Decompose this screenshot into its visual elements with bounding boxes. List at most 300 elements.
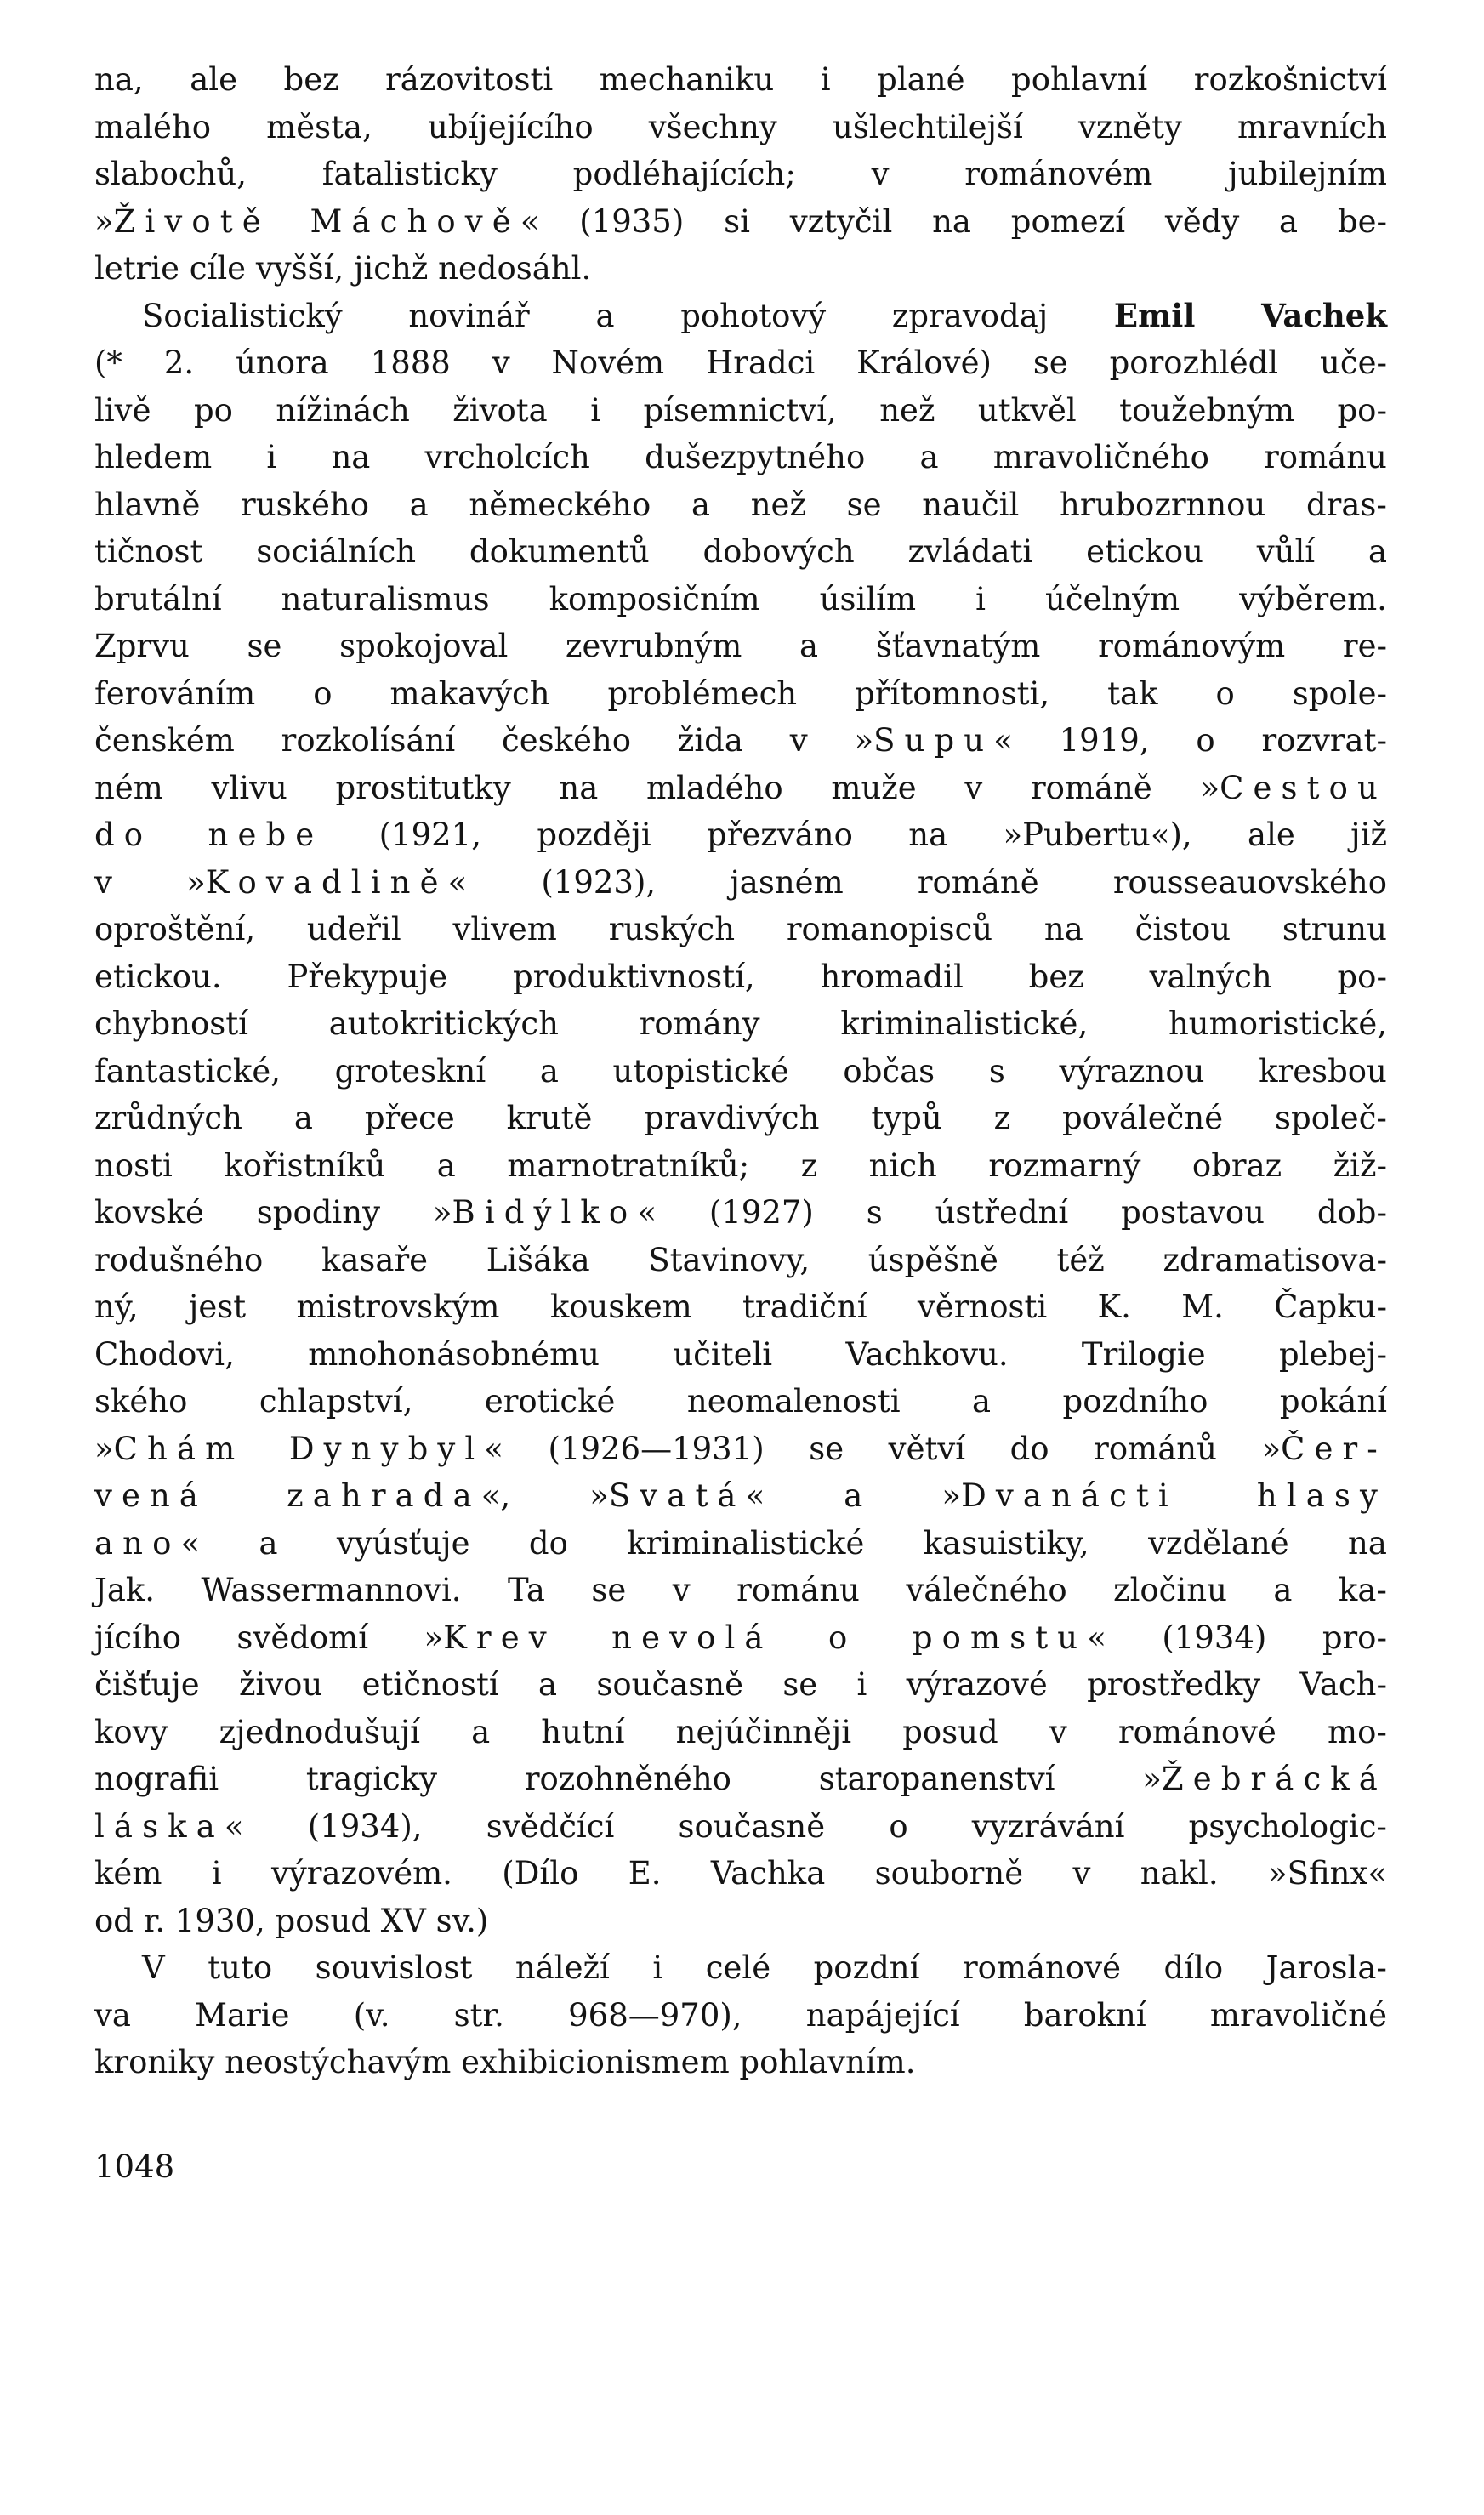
word: života bbox=[452, 391, 548, 429]
word: do bbox=[528, 1524, 568, 1562]
text-line bbox=[94, 1000, 1387, 1048]
word: hlasy bbox=[1256, 1477, 1387, 1514]
word: re- bbox=[1342, 628, 1387, 664]
word: i bbox=[590, 391, 601, 429]
word: úspěšně bbox=[867, 1241, 998, 1278]
word: se bbox=[247, 628, 282, 664]
word: zločinu bbox=[1113, 1572, 1227, 1608]
word: s bbox=[866, 1194, 883, 1231]
word: strunu bbox=[1282, 911, 1387, 947]
word: (1923), bbox=[541, 863, 657, 901]
word: krutě bbox=[506, 1100, 593, 1136]
text-line: kroniky neostýchavým exhibicionismem pohlavním. bbox=[94, 2044, 916, 2080]
word: a bbox=[1273, 1572, 1293, 1608]
word: Vachkovu. bbox=[845, 1335, 1009, 1373]
word: nebe bbox=[208, 817, 324, 853]
word: (1934), bbox=[307, 1807, 423, 1845]
word: kovské bbox=[94, 1194, 204, 1231]
word: románové bbox=[962, 1949, 1121, 1986]
word: Wassermannovi. bbox=[201, 1572, 462, 1608]
text-line bbox=[94, 104, 1387, 151]
word: pohlavní bbox=[1011, 61, 1148, 98]
word: kouskem bbox=[549, 1289, 692, 1325]
word: (Dílo bbox=[502, 1855, 579, 1892]
word: poválečné bbox=[1062, 1100, 1224, 1136]
word: celé bbox=[705, 1949, 771, 1986]
word: láska« bbox=[94, 1807, 244, 1845]
word: Jak. bbox=[94, 1572, 156, 1608]
word: o bbox=[889, 1807, 908, 1845]
word: valných bbox=[1149, 958, 1272, 995]
word: obraz bbox=[1191, 1147, 1282, 1184]
word: výraznou bbox=[1059, 1052, 1205, 1090]
word: komposičním bbox=[549, 580, 760, 617]
word: výrazové bbox=[906, 1666, 1048, 1703]
text-line bbox=[94, 293, 1387, 340]
text-line bbox=[94, 339, 1387, 387]
word: spodiny bbox=[256, 1194, 380, 1231]
word: etickou. bbox=[94, 958, 222, 995]
word: a bbox=[972, 1383, 992, 1420]
word: i bbox=[266, 439, 277, 475]
text-line bbox=[94, 670, 1387, 718]
word: 968—970), bbox=[568, 1996, 742, 2034]
word: o bbox=[828, 1619, 857, 1656]
word: napájející bbox=[805, 1996, 960, 2034]
word: hrubozrnnou bbox=[1060, 486, 1266, 523]
word: mravoličného bbox=[992, 439, 1209, 475]
word: souborně bbox=[874, 1855, 1024, 1892]
text-line bbox=[94, 1614, 1387, 1662]
word: pokání bbox=[1279, 1383, 1387, 1420]
word: ruských bbox=[608, 911, 736, 947]
word: města, bbox=[266, 108, 372, 145]
word: utopistické bbox=[612, 1052, 789, 1090]
word: románů bbox=[1094, 1430, 1217, 1467]
word: se bbox=[809, 1430, 844, 1467]
word: vzněty bbox=[1077, 108, 1182, 145]
word: kořistníků bbox=[224, 1147, 386, 1184]
word: a bbox=[691, 486, 711, 523]
word: vrcholcích bbox=[424, 439, 590, 475]
word: Vachka bbox=[710, 1855, 826, 1892]
word: pozdní bbox=[813, 1949, 920, 1986]
word: V bbox=[142, 1949, 165, 1986]
word: i bbox=[652, 1949, 663, 1986]
word: úsilím bbox=[819, 580, 917, 617]
word: románu bbox=[736, 1572, 860, 1608]
word: staropanenství bbox=[818, 1761, 1055, 1797]
word: Máchově« bbox=[310, 202, 540, 240]
word: va bbox=[94, 1996, 131, 2034]
word: a bbox=[1367, 533, 1387, 570]
word: nografii bbox=[94, 1761, 219, 1797]
word: plané bbox=[877, 61, 965, 98]
word: a bbox=[538, 1666, 558, 1703]
word: kasuistiky, bbox=[923, 1524, 1089, 1562]
word: společ- bbox=[1275, 1100, 1387, 1136]
text-line bbox=[94, 1472, 1387, 1520]
word: později bbox=[537, 817, 651, 853]
word: února bbox=[236, 344, 329, 381]
word: i bbox=[820, 61, 831, 98]
word: svědomí bbox=[236, 1619, 369, 1656]
word: 1888 bbox=[370, 344, 451, 381]
word: brutální bbox=[94, 580, 222, 617]
word: ale bbox=[190, 61, 237, 98]
word: i bbox=[856, 1666, 867, 1703]
word: přítomnosti, bbox=[855, 674, 1050, 712]
word: toužebným bbox=[1119, 391, 1295, 429]
word: čenském bbox=[94, 722, 235, 759]
word: kovy bbox=[94, 1713, 168, 1750]
word: pravdivých bbox=[644, 1100, 820, 1136]
body-text bbox=[94, 56, 1387, 2086]
word: psychologic- bbox=[1188, 1807, 1387, 1845]
word: (v. bbox=[353, 1996, 390, 2034]
word: v bbox=[1072, 1855, 1091, 1892]
word: utkvěl bbox=[977, 391, 1077, 429]
word: v bbox=[94, 863, 112, 901]
text-line bbox=[94, 387, 1387, 435]
word: barokní bbox=[1023, 1996, 1146, 2034]
word: etickou bbox=[1086, 533, 1203, 570]
word: náleží bbox=[515, 1949, 610, 1986]
word: tragicky bbox=[305, 1761, 438, 1797]
word: po- bbox=[1337, 391, 1387, 429]
word: v bbox=[1049, 1713, 1067, 1750]
word: mistrovským bbox=[296, 1289, 500, 1325]
word: Jarosla- bbox=[1265, 1949, 1387, 1986]
word: Králové) bbox=[856, 344, 992, 381]
word: dílo bbox=[1163, 1949, 1224, 1986]
word: žida bbox=[677, 722, 743, 759]
word: románovým bbox=[1098, 628, 1286, 664]
word: mo- bbox=[1328, 1713, 1387, 1750]
word: románě bbox=[917, 863, 1039, 901]
word: s bbox=[988, 1052, 1005, 1090]
word: a bbox=[799, 628, 819, 664]
word: zpravodaj bbox=[891, 297, 1049, 334]
text-line bbox=[94, 717, 1387, 765]
word: románu bbox=[1264, 439, 1387, 475]
word: kresbou bbox=[1259, 1052, 1387, 1090]
text-line bbox=[94, 1142, 1387, 1190]
word: větví bbox=[888, 1430, 966, 1467]
word: zevrubným bbox=[566, 628, 742, 664]
word: a bbox=[844, 1477, 863, 1514]
text-line bbox=[94, 1095, 1387, 1142]
word: souvislost bbox=[315, 1949, 473, 1986]
word: problémech bbox=[607, 674, 798, 712]
word: E. bbox=[628, 1855, 662, 1892]
word: na bbox=[932, 202, 971, 240]
word: výrazovém. bbox=[270, 1855, 452, 1892]
word: prostitutky bbox=[335, 769, 511, 806]
word: »Čer- bbox=[1261, 1430, 1387, 1467]
word: »Kovadlině« bbox=[186, 863, 468, 901]
word: produktivností, bbox=[512, 958, 755, 995]
word: pozdního bbox=[1062, 1383, 1208, 1420]
word: a bbox=[1279, 202, 1299, 240]
word: i bbox=[211, 1855, 222, 1892]
word: str. bbox=[453, 1996, 504, 2034]
text-line bbox=[94, 1567, 1387, 1614]
word: mnohonásobnému bbox=[308, 1335, 600, 1373]
word: Zprvu bbox=[94, 628, 190, 664]
word: (* bbox=[94, 344, 122, 381]
word: šťavnatým bbox=[875, 628, 1041, 664]
word: dušezpytného bbox=[645, 439, 866, 475]
word: rousseauovského bbox=[1112, 863, 1387, 901]
word: (1935) bbox=[579, 202, 685, 240]
word: tak bbox=[1107, 674, 1158, 712]
word: ferováním bbox=[94, 674, 256, 712]
word: marnotratníků; bbox=[507, 1147, 750, 1184]
text-line bbox=[94, 56, 1387, 104]
word: účelným bbox=[1044, 580, 1180, 617]
word: Ta bbox=[508, 1572, 545, 1608]
text-line bbox=[94, 859, 1387, 907]
word: a bbox=[259, 1524, 278, 1562]
word: ského bbox=[94, 1383, 188, 1420]
word: be- bbox=[1337, 202, 1387, 240]
word: zvládati bbox=[907, 533, 1033, 570]
word: vzdělané bbox=[1148, 1524, 1289, 1562]
word: se bbox=[782, 1666, 818, 1703]
word: na bbox=[559, 769, 599, 806]
word: spole- bbox=[1292, 674, 1387, 712]
word: a bbox=[436, 1147, 456, 1184]
word: živou bbox=[238, 1666, 323, 1703]
word: pomstu« bbox=[912, 1619, 1106, 1656]
text-line bbox=[94, 434, 1387, 481]
word: »Krev bbox=[424, 1619, 556, 1656]
word: romány bbox=[639, 1005, 760, 1042]
word: (1921, bbox=[378, 817, 481, 853]
word: rodušného bbox=[94, 1241, 264, 1278]
word: Novém bbox=[551, 344, 665, 381]
word: čišťuje bbox=[94, 1666, 200, 1703]
word: románě bbox=[1030, 769, 1152, 806]
word: v bbox=[672, 1572, 691, 1608]
word: (1926—1931) bbox=[548, 1430, 765, 1467]
text-line bbox=[94, 1237, 1387, 1284]
word: vůlí bbox=[1256, 533, 1316, 570]
text-line bbox=[94, 1331, 1387, 1379]
word: než bbox=[750, 486, 806, 523]
word: vyúsťuje bbox=[336, 1524, 470, 1562]
word: spokojoval bbox=[339, 628, 509, 664]
word: ka- bbox=[1338, 1572, 1387, 1608]
word: Trilogie bbox=[1081, 1335, 1206, 1373]
word: všechny bbox=[648, 108, 777, 145]
word: vyzrávání bbox=[971, 1807, 1125, 1845]
word: na bbox=[1348, 1524, 1387, 1562]
text-line bbox=[94, 1850, 1387, 1898]
text-line bbox=[94, 151, 1387, 198]
word: »Chám bbox=[94, 1430, 245, 1467]
page-number: 1048 bbox=[94, 2148, 175, 2185]
word: z bbox=[800, 1147, 818, 1184]
word: nevolá bbox=[611, 1619, 773, 1656]
word: rozkošnictví bbox=[1193, 61, 1387, 98]
word: »Dvanácti bbox=[941, 1477, 1178, 1514]
word: groteskní bbox=[334, 1052, 486, 1090]
word: v bbox=[964, 769, 983, 806]
word: na bbox=[908, 817, 948, 853]
word: novinář bbox=[408, 297, 530, 334]
word: přece bbox=[364, 1100, 455, 1136]
word: typů bbox=[871, 1100, 942, 1136]
word: písemnictví, bbox=[643, 391, 837, 429]
word: nich bbox=[868, 1147, 937, 1184]
word: bez bbox=[1028, 958, 1084, 995]
word: chybností bbox=[94, 1005, 248, 1042]
word: jubilejním bbox=[1228, 156, 1387, 192]
word: pohotový bbox=[680, 297, 827, 334]
word: dob- bbox=[1316, 1194, 1387, 1231]
word: o bbox=[313, 674, 333, 712]
word: dokumentů bbox=[469, 533, 650, 570]
word: pro- bbox=[1322, 1619, 1387, 1656]
word: oproštění, bbox=[94, 911, 256, 947]
word: rozvrat- bbox=[1261, 722, 1387, 759]
word: kém bbox=[94, 1855, 162, 1892]
word: přezváno bbox=[707, 817, 853, 853]
word: na bbox=[331, 439, 371, 475]
word: vlivu bbox=[211, 769, 287, 806]
text-line: od r. 1930, posud XV sv.) bbox=[94, 1902, 489, 1939]
text-line bbox=[94, 1709, 1387, 1756]
text-line bbox=[94, 906, 1387, 953]
text-line bbox=[94, 1755, 1387, 1803]
word: učiteli bbox=[673, 1335, 773, 1373]
word: kasaře bbox=[321, 1241, 429, 1278]
word: ušlechtilejší bbox=[832, 108, 1023, 145]
word: vlivem bbox=[452, 911, 557, 947]
word: a bbox=[595, 297, 615, 334]
word: M. bbox=[1181, 1289, 1224, 1325]
word: ruského bbox=[241, 486, 369, 523]
word: fatalisticky bbox=[321, 156, 498, 192]
word: naučil bbox=[922, 486, 1020, 523]
text-line bbox=[94, 1048, 1387, 1095]
word: čistou bbox=[1134, 911, 1231, 947]
word: válečného bbox=[906, 1572, 1067, 1608]
word: z bbox=[993, 1100, 1011, 1136]
word: Čapku- bbox=[1274, 1289, 1387, 1325]
word: malého bbox=[94, 108, 211, 145]
word: hlavně bbox=[94, 486, 201, 523]
word: dras- bbox=[1305, 486, 1387, 523]
word: livě bbox=[94, 391, 151, 429]
word: vědy bbox=[1164, 202, 1240, 240]
word: českého bbox=[502, 722, 632, 759]
text-line bbox=[94, 576, 1387, 623]
word: 2. bbox=[163, 344, 195, 381]
word: ném bbox=[94, 769, 163, 806]
word: hromadil bbox=[820, 958, 964, 995]
word: a bbox=[409, 486, 429, 523]
word: mravních bbox=[1237, 108, 1387, 145]
text-line bbox=[94, 481, 1387, 529]
word: »Pubertu«), bbox=[1003, 817, 1192, 853]
word: zdramatisova- bbox=[1163, 1241, 1387, 1278]
word: sociálních bbox=[256, 533, 417, 570]
word: rázovitosti bbox=[385, 61, 554, 98]
word: a bbox=[539, 1052, 559, 1090]
word: muže bbox=[831, 769, 917, 806]
word: Lišáka bbox=[486, 1241, 590, 1278]
word: udeřil bbox=[306, 911, 401, 947]
word: v bbox=[871, 156, 890, 192]
word: do bbox=[94, 817, 153, 853]
text-line bbox=[94, 1425, 1387, 1473]
word: mladého bbox=[646, 769, 783, 806]
text-line bbox=[94, 1944, 1387, 1992]
word: po- bbox=[1337, 958, 1387, 995]
word: v bbox=[492, 344, 510, 381]
text-line bbox=[94, 1803, 1387, 1851]
word: »Žebrácká bbox=[1142, 1761, 1387, 1797]
word: pomezí bbox=[1010, 202, 1126, 240]
word: erotické bbox=[484, 1383, 616, 1420]
word: tradiční bbox=[742, 1289, 867, 1325]
word: jest bbox=[188, 1289, 247, 1325]
word: postavou bbox=[1121, 1194, 1265, 1231]
word: v bbox=[789, 722, 808, 759]
word: ale bbox=[1248, 817, 1295, 853]
word: německého bbox=[469, 486, 651, 523]
word: ústřední bbox=[935, 1194, 1069, 1231]
word: mravoličné bbox=[1209, 1996, 1387, 2034]
word: výběrem. bbox=[1239, 580, 1387, 617]
word: Překypuje bbox=[287, 958, 448, 995]
word: vztyčil bbox=[789, 202, 893, 240]
word: jasném bbox=[730, 863, 844, 901]
word: románové bbox=[1117, 1713, 1276, 1750]
word: Marie bbox=[195, 1996, 290, 2034]
word: »Sfinx« bbox=[1267, 1855, 1387, 1892]
word: K. bbox=[1097, 1289, 1131, 1325]
word: zahrada«, bbox=[287, 1477, 511, 1514]
word: též bbox=[1056, 1241, 1105, 1278]
word: romanopisců bbox=[786, 911, 993, 947]
word: Dynybyl« bbox=[288, 1430, 503, 1467]
word: »Svatá« bbox=[589, 1477, 765, 1514]
word: »Životě bbox=[94, 202, 270, 240]
word: humoristické, bbox=[1168, 1005, 1387, 1042]
word: zrůdných bbox=[94, 1100, 242, 1136]
word: ubíjejícího bbox=[427, 108, 594, 145]
word: se bbox=[591, 1572, 627, 1608]
word: a bbox=[293, 1100, 313, 1136]
word: porozhlédl bbox=[1109, 344, 1279, 381]
word: do bbox=[1009, 1430, 1049, 1467]
word: nížinách bbox=[276, 391, 410, 429]
word: plebej- bbox=[1278, 1335, 1387, 1373]
word: románovém bbox=[964, 156, 1153, 192]
word: dobových bbox=[702, 533, 855, 570]
text-line bbox=[94, 198, 1387, 246]
word: kriminalistické, bbox=[840, 1005, 1089, 1042]
word: na bbox=[1043, 911, 1083, 947]
word: si bbox=[724, 202, 750, 240]
word: makavých bbox=[389, 674, 550, 712]
word: »Supu« bbox=[854, 722, 1013, 759]
word: Vachek bbox=[1261, 296, 1387, 334]
